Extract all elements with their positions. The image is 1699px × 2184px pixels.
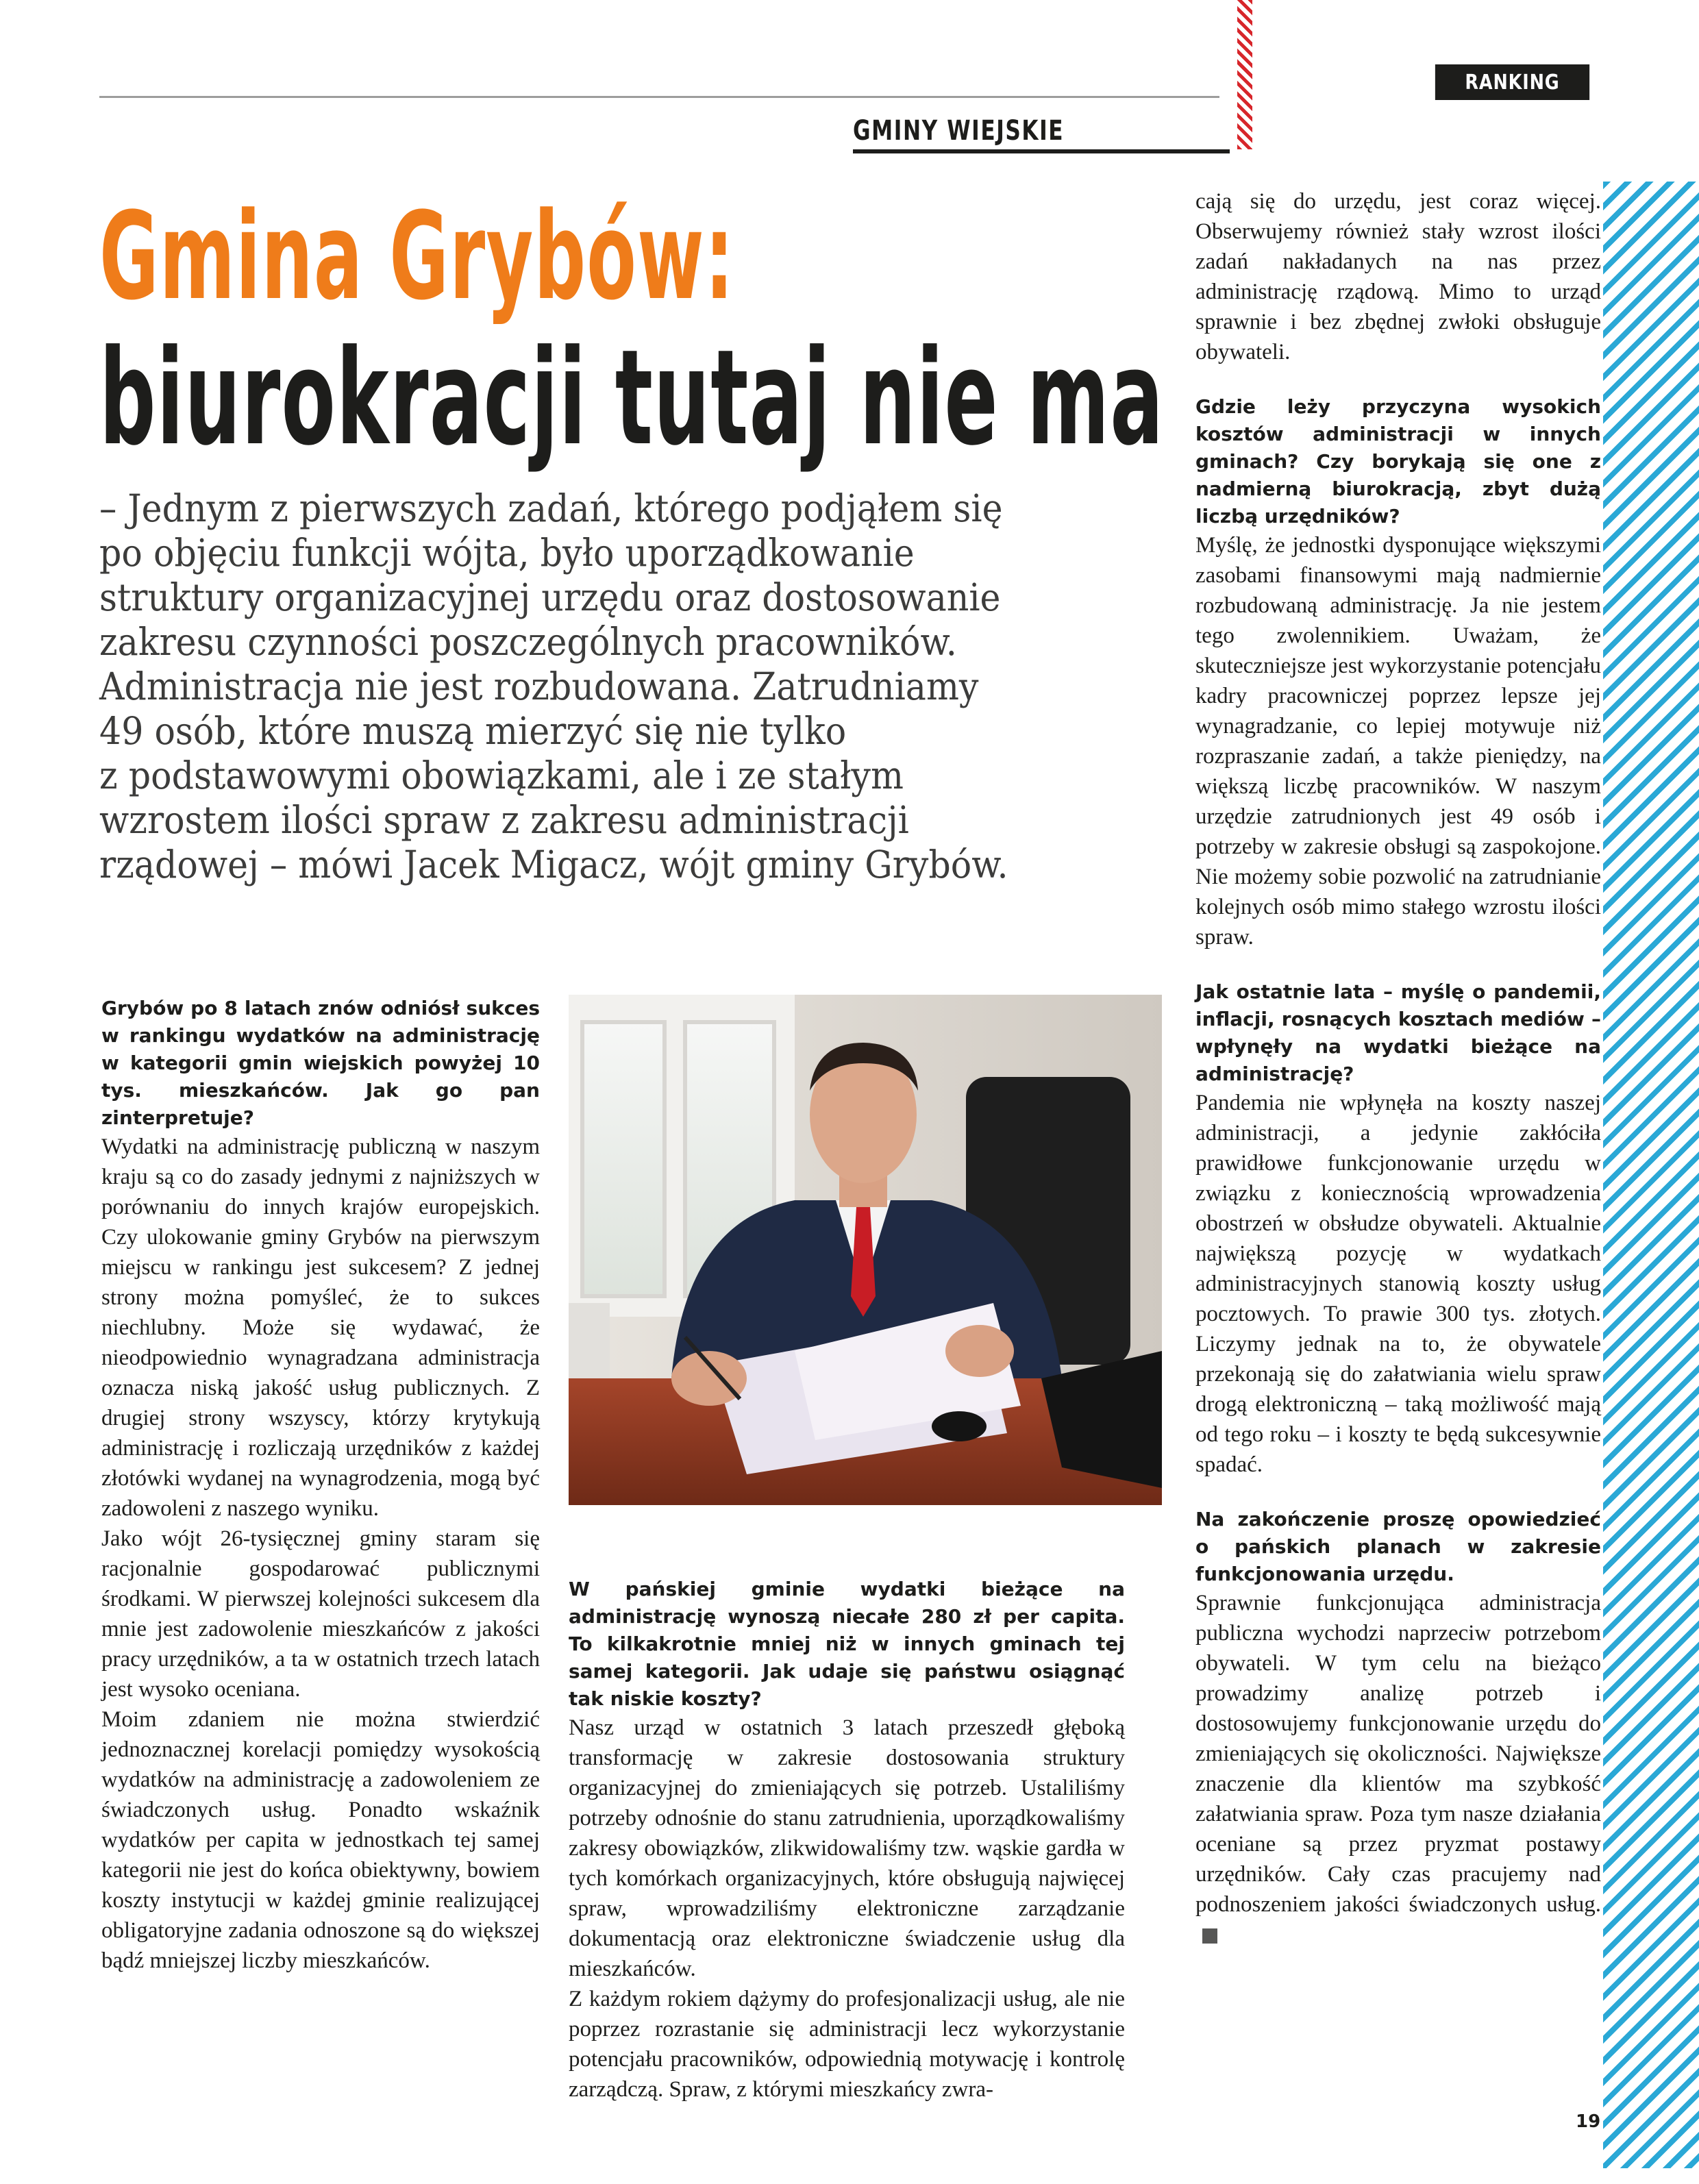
column-3 [1195, 186, 1601, 1950]
title-line-2: biurokracji tutaj nie ma [99, 322, 1165, 475]
lead-line: – Jednym z pierwszych zadań, którego podjąłem się [99, 486, 1003, 530]
lead-line: struktury organizacyjnej urzędu oraz dostosowanie [99, 575, 1001, 619]
lead-paragraph [99, 486, 1106, 887]
lead-line: wzrostem ilości spraw z zakresu administracji [99, 798, 909, 842]
question: Gdzie leży przyczyna wysokich kosztów administracji w innych gminach? Czy borykają się one z nadmierną biurokracją, zbyt dużą liczbą urzędników? [1195, 395, 1601, 528]
closing-text: Sprawnie funkcjonująca administracja publiczna wychodzi naprzeciw potrzebom obywateli. W tym celu na bieżąco prowadzimy analizę potrzeb i dostosowujemy funkcjonowanie urzędu do zmieniających się okoliczności. Największe znaczenie dla klientów ma szybkość załatwiania spraw. Poza tym nasze działania oceniane są przez pryzmat postawy urzędników. Cały czas pracujemy nad podnoszeniem jakości świadczonych usług. [1195, 1591, 1601, 1917]
office-portrait-image [569, 995, 1162, 1505]
answer-paragraph: Z każdym rokiem dążymy do profesjonalizacji usług, ale nie poprzez rozrastanie się administracji lecz wykorzystanie potencjału pracowników, odpowiednią motywację i kontrolę zarządczą. Spraw, z którymi mieszkańcy zwra- [569, 1987, 1125, 2102]
lead-line: zakresu czynności poszczególnych pracowników. [99, 620, 957, 664]
end-mark-icon [1202, 1928, 1217, 1944]
answer-paragraph: Myślę, że jednostki dysponujące większymi zasobami finansowymi mają nadmiernie rozbudowaną administrację. Ja nie jestem tego zwolennikiem. Uważam, że skuteczniejsze jest wykorzystanie potencjału kadry pracowniczej poprzez lepsze jej wynagradzanie, co lepiej motywuje niż rozpraszanie zadań, a także pieniędzy, na większą liczbę pracowników. W naszym urzędzie zatrudnionych jest 49 osób i potrzeby w zakresie obsługi są zaspokojone. Nie możemy sobie pozwolić na zatrudnianie kolejnych osób mimo stałego wzrostu ilości spraw. [1195, 533, 1601, 950]
section-label: GMINY WIEJSKIE [853, 115, 1065, 147]
page-number: 19 [1576, 2111, 1601, 2132]
column-1 [101, 995, 540, 1976]
lead-line: z podstawowymi obowiązkami, ale i ze stałym [99, 754, 904, 797]
red-striped-bar [1237, 0, 1252, 149]
portrait-photo [569, 995, 1162, 1505]
answer-paragraph: Nasz urząd w ostatnich 3 latach przeszedł głęboką transformację w zakresie dostosowania struktury organizacyjnej do zmieniających się potrzeb. Ustaliliśmy potrzeby odnośnie do stanu zatrudnienia, uporządkowaliśmy zakresy obowiązków, zlikwidowaliśmy tzw. wąskie gardła w tych komórkach organizacyjnych, które obsługują najwięcej spraw, wprowadziliśmy elektroniczne zarządzanie dokumentacją oraz elektroniczne świadczenie usług dla mieszkańców. [569, 1715, 1125, 1981]
lead-line: rządowej – mówi Jacek Migacz, wójt gminy Grybów. [99, 843, 1008, 886]
ranking-label: RANKING [1435, 64, 1589, 100]
lead-line: 49 osób, które muszą mierzyć się nie tylko [99, 709, 847, 753]
answer-paragraph: cają się do urzędu, jest coraz więcej. Obserwujemy również stały wzrost ilości zadań nakładanych na nas przez administrację rządową. Mimo to urząd sprawnie i bez zbędnej zwłoki obsługuje obywateli. [1195, 189, 1601, 364]
column-2 [569, 1576, 1125, 2105]
title-line-1: Gmina Grybów: [99, 186, 735, 327]
question: Na zakończenie proszę opowiedzieć o pańskich planach w zakresie funkcjonowania urzędu. [1195, 1508, 1601, 1585]
top-rule [99, 96, 1219, 98]
question: W pańskiej gminie wydatki bieżące na administrację wynoszą niecałe 280 zł per capita. To kilkakrotnie mniej niż w innych gminach tej samej kategorii. Jak udaje się państwu osiągnąć tak niskie koszty? [569, 1578, 1125, 1710]
question: Grybów po 8 latach znów odniósł sukces w rankingu wydatków na administrację w kategorii gmin wiejskich powyżej 10 tys. mieszkańców. Jak go pan zinterpretuje? [101, 997, 540, 1129]
lead-line: po objęciu funkcji wójta, było uporządkowanie [99, 531, 915, 575]
answer-paragraph: Moim zdaniem nie można stwierdzić jednoznacznej korelacji pomiędzy wysokością wydatków na administrację a zadowoleniem ze świadczonych usług. Ponadto wskaźnik wydatków per capita w jednostkach tej samej kategorii nie jest do końca obiektywny, bowiem koszty instytucji w każdej gminie realizującej obligatoryjne zadania odnoszone są do większej bądź mniejszej liczby mieszkańców. [101, 1707, 540, 1973]
section-underline [853, 149, 1230, 153]
lead-line: Administracja nie jest rozbudowana. Zatrudniamy [99, 665, 979, 708]
answer-paragraph [1195, 1588, 1601, 1950]
question: Jak ostatnie lata – myślę o pandemii, inflacji, rosnących kosztach mediów – wpłynęły na wydatki bieżące na administrację? [1195, 980, 1601, 1085]
answer-paragraph: Wydatki na administrację publiczną w naszym kraju są co do zasady jednymi z najniższych w porównaniu do innych krajów europejskich. Czy ulokowanie gminy Grybów na pierwszym miejscu w rankingu jest sukcesem? Z jednej strony można pomyśleć, że to sukces niechlubny. Może się wydawać, że nieodpowiednio wynagradzana administracja oznacza niską jakość usług publicznych. Z drugiej strony wszyscy, którzy krytykują administrację i rozliczają urzędników z każdej złotówki wydanej na wynagrodzenia, mogą być zadowoleni z naszego wyniku. [101, 1134, 540, 1521]
blue-hatch-margin [1603, 182, 1699, 2168]
answer-paragraph: Pandemia nie wpłynęła na koszty naszej administracji, a jedynie zakłóciła prawidłowe funkcjonowanie urzędu w związku z koniecznością wprowadzenia obostrzeń w obsłudze obywateli. Aktualnie największą pozycję w wydatkach administracyjnych stanowią koszty usług pocztowych. To prawie 300 tys. złotych. Liczymy jednak na to, że obywatele przekonają się do załatwiania wielu spraw drogą elektroniczną – taką możliwość mają od tego roku – i koszty te będą sukcesywnie spadać. [1195, 1091, 1601, 1477]
answer-paragraph: Jako wójt 26-tysięcznej gminy staram się racjonalnie gospodarować publicznymi środkami. W pierwszej kolejności sukcesem dla mnie jest zadowolenie mieszkańców z jakości pracy urzędników, a ta w ostatnich trzech latach jest wysoko oceniana. [101, 1526, 540, 1702]
